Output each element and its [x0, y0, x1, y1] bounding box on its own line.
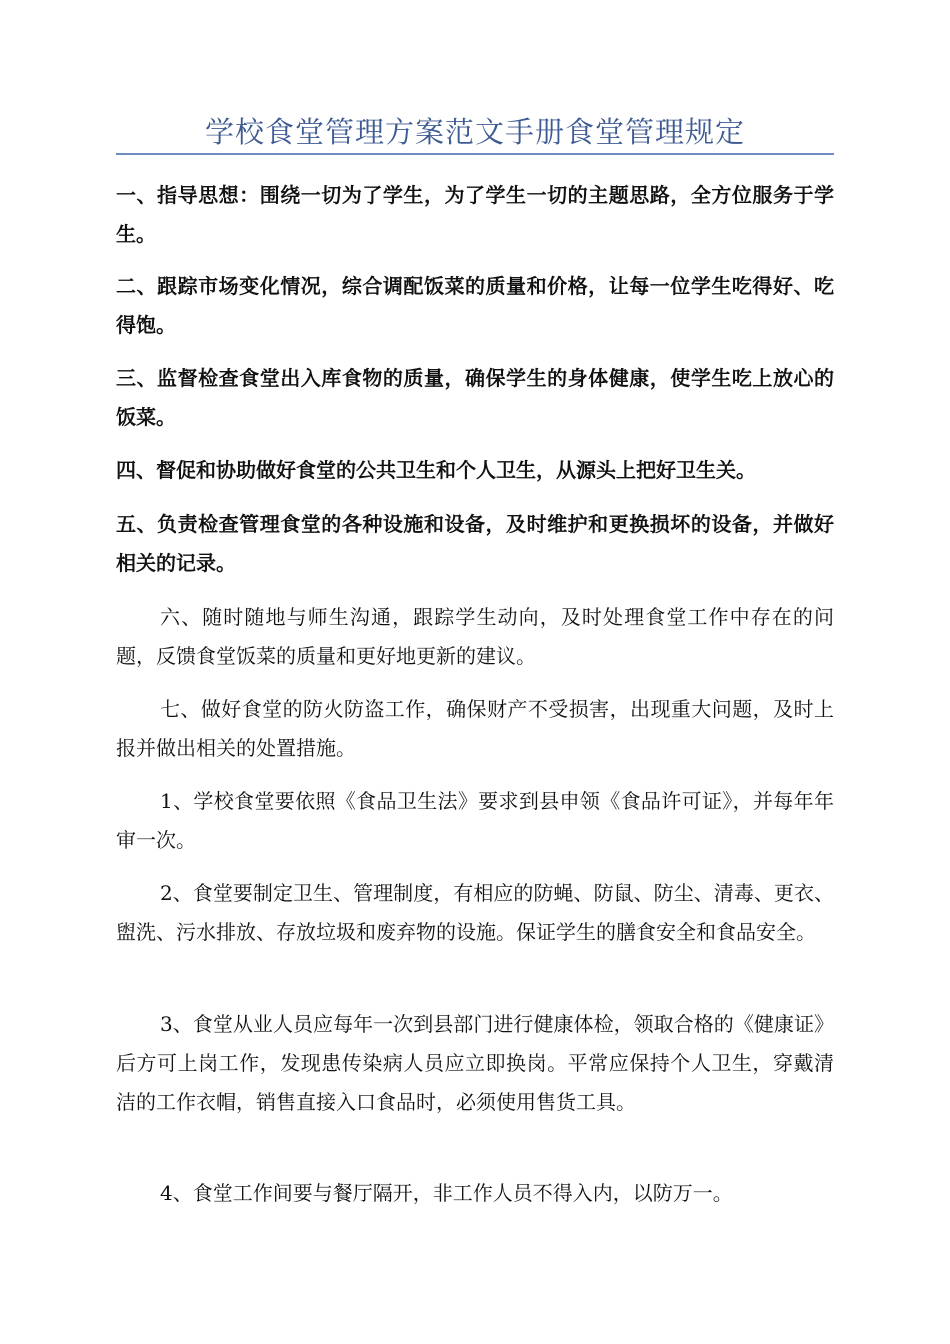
- paragraph-market-tracking: 二、跟踪市场变化情况，综合调配饭菜的质量和价格，让每一位学生吃得好、吃得饱。: [116, 274, 834, 337]
- paragraph-rule-2: 2、食堂要制定卫生、管理制度，有相应的防蝇、防鼠、防尘、清毒、更衣、盥洗、污水排放、存放垃圾和废弃物的设施。保证学生的膳食安全和食品安全。: [116, 881, 834, 944]
- paragraph-communication: 六、随时随地与师生沟通，跟踪学生动向，及时处理食堂工作中存在的问题，反馈食堂饭菜的质量和更好地更新的建议。: [116, 605, 834, 668]
- paragraph-hygiene: 四、督促和协助做好食堂的公共卫生和个人卫生，从源头上把好卫生关。: [116, 458, 756, 482]
- paragraph-guiding-principle: 一、指导思想：围绕一切为了学生，为了学生一切的主题思路，全方位服务于学生。: [116, 183, 834, 246]
- paragraph-quality-inspection: 三、监督检查食堂出入库食物的质量，确保学生的身体健康，使学生吃上放心的饭菜。: [116, 366, 834, 429]
- title-underline: [116, 153, 834, 155]
- document-title: 学校食堂管理方案范文手册食堂管理规定: [204, 115, 745, 149]
- paragraph-rule-4: 4、食堂工作间要与餐厅隔开，非工作人员不得入内，以防万一。: [160, 1181, 733, 1205]
- paragraph-fire-theft: 七、做好食堂的防火防盗工作，确保财产不受损害，出现重大问题，及时上报并做出相关的处置措施。: [116, 697, 834, 760]
- paragraph-rule-3: 3、食堂从业人员应每年一次到县部门进行健康体检，领取合格的《健康证》后方可上岗工作，发现患传染病人员应立即换岗。平常应保持个人卫生，穿戴清洁的工作衣帽，销售直接入口食品时，必须使用售货工具。: [116, 1012, 834, 1114]
- paragraph-rule-1: 1、学校食堂要依照《食品卫生法》要求到县申领《食品许可证》，并每年年审一次。: [116, 789, 834, 852]
- paragraph-facilities: 五、负责检查管理食堂的各种设施和设备，及时维护和更换损坏的设备，并做好相关的记录。: [116, 512, 834, 575]
